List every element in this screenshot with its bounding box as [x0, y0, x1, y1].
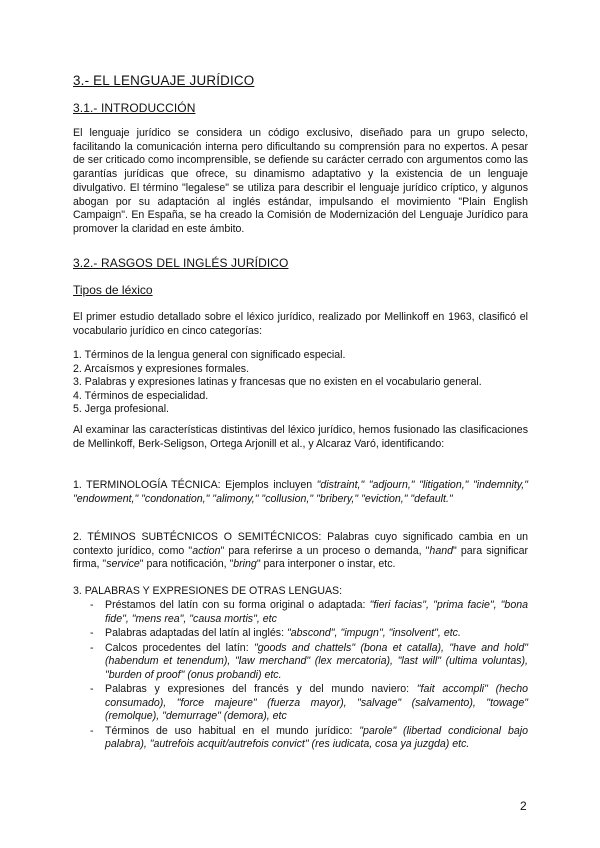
subtechnical-terms-paragraph: 2. TÉMINOS SUBTÉCNICOS O SEMITÉCNICOS: Palabras cuyo significado cambia en un contexto jurídico, como "action" para referirse a un proceso o demanda, "hand" para significar firma, "service" para notificación, "bring" para interponer o instar, etc.	[73, 531, 529, 571]
technical-terms-examples: "distraint," "adjourn," "litigation," "indemnity," "endowment," "condonation," "alimony," "collusion," "bribery," "eviction," "default."	[73, 479, 528, 505]
study-paragraph: El primer estudio detallado sobre el léxico jurídico, realizado por Mellinkoff en 1963, clasificó el vocabulario jurídico en cinco categorías:	[73, 311, 528, 337]
list-item: 1. Términos de la lengua general con significado especial.	[73, 349, 346, 361]
foreign-words-list	[73, 599, 528, 753]
list-item: 4. Términos de especialidad.	[73, 389, 209, 402]
list-item: - Términos de uso habitual en el mundo jurídico: "parole" (libertad condicional bajo palabra), "autrefois acquit/autrefois convict" (res iudicata, cosa ya juzgda) etc.	[90, 724, 529, 750]
list-item: - Calcos procedentes del latín: "goods and chattels" (bona et catalla), "have and hold" (habendum et tenendum), "law merchand" (lex mercatoria), "last will" (ultima voluntas), "burden of proof" (onus probandi) etc.	[90, 641, 528, 681]
subsection-heading-rasgos: 3.2.- RASGOS DEL INGLÉS JURÍDICO	[73, 256, 289, 270]
foreign-words-heading: 3. PALABRAS Y EXPRESIONES DE OTRAS LENGUAS:	[73, 585, 343, 597]
technical-terminology-paragraph: 1. TERMINOLOGÍA TÉCNICA: Ejemplos incluyen "distraint," "adjourn," "litigation," "indemnity," "endowment," "condonation," "alimony," "collusion," "bribery," "eviction," "default."	[73, 479, 528, 505]
list-item: - Palabras adaptadas del latín al inglés: "abscond", "impugn", "insolvent", etc.	[90, 627, 461, 639]
list-item: 3. Palabras y expresiones latinas y francesas que no existen en el vocabulario general.	[73, 376, 482, 388]
subsection-heading-intro: 3.1.- INTRODUCCIÓN	[73, 101, 196, 115]
intro-paragraph: El lenguaje jurídico se considera un código exclusivo, diseñado para un grupo selecto, facilitando la comunicación interna pero dificultando su comprensión para no expertos. A pesar de ser criticado como incomprensible, se defiende su carácter cerrado con argumentos como las garantías jurídicas que ofrece, su dinamismo adaptativo y la existencia de un lenguaje divulgativo. El término "legalese" se utiliza para describir el lenguaje jurídico críptico, y algunos abogan por su adaptación al inglés estándar, impulsando el movimiento "Plain English Campaign". En España, se ha creado la Comisión de Modernización del Lenguaje Jurídico para promover la claridad en este ámbito.	[73, 127, 528, 235]
list-item: 5. Jerga profesional.	[73, 403, 169, 415]
list-item: - Préstamos del latín con su forma original o adaptada: "fieri facias", "prima facie", "bona fide", "mens rea", "causa mortis", etc	[90, 599, 529, 625]
section-heading: 3.- EL LENGUAJE JURÍDICO	[73, 73, 255, 88]
technical-terminology-label: 1. TERMINOLOGÍA TÉCNICA:	[73, 479, 221, 491]
examination-paragraph: Al examinar las características distintivas del léxico jurídico, hemos fusionado las clasificaciones de Mellinkoff, Berk-Seligson, Ortega Arjonill et al., y Alcaraz Varó, identificando:	[73, 424, 528, 450]
lexicon-types-heading: Tipos de léxico	[73, 283, 153, 297]
subtechnical-label: 2. TÉMINOS SUBTÉCNICOS O SEMITÉCNICOS:	[73, 531, 322, 543]
list-item: 2. Arcaísmos y expresiones formales.	[73, 362, 250, 375]
categories-list	[73, 349, 528, 417]
list-item: - Palabras y expresiones del francés y del mundo naviero: "fait accompli" (hecho consumado), "force majeure" (fuerza mayor), "salvage" (salvamento), "towage" (remolque), "demurrage" (demora), etc	[90, 683, 528, 722]
page-number: 2	[520, 799, 527, 813]
